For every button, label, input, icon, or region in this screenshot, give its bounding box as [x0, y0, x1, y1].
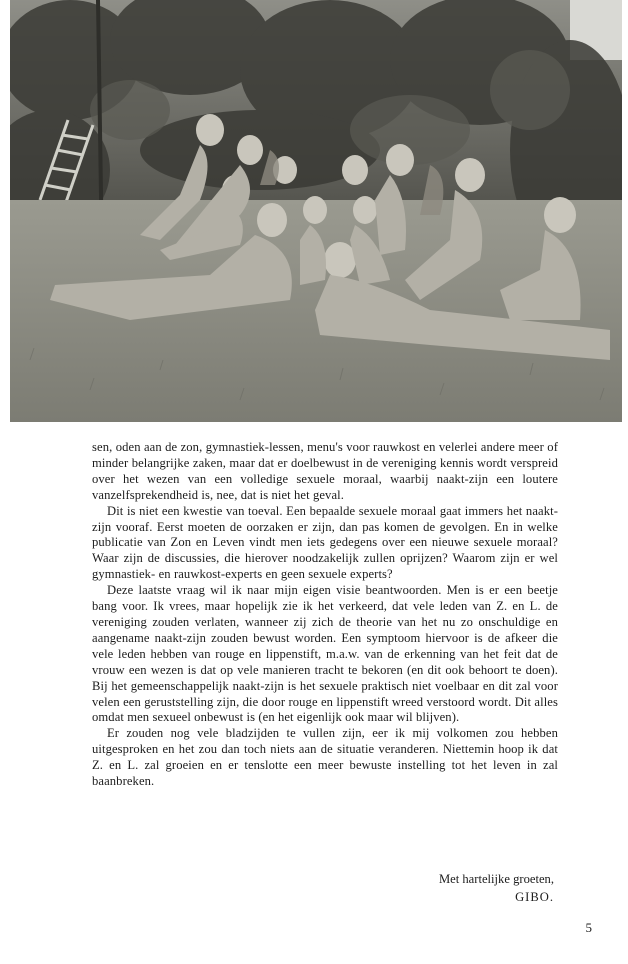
closing-greeting: Met hartelijke groeten,	[438, 872, 554, 886]
article-body	[92, 440, 558, 790]
paragraph-2: Dit is niet een kwestie van toeval. Een bepaalde sexuele moraal gaat immers het naakt-zijn vooraf. Eerst moeten de oorzaken er zijn, dan pas komen de gevolgen. En in welke publicatie van Zon en Leven vindt men iets gedegens over een nieuwe sexuele moraal? Waar zijn de discussies, die hierover noodzakelijk zullen oprijzen? Waarom zijn er wel gymnastiek- en rauwkost-experts en geen sexuele experts?	[92, 503, 558, 582]
author-signature: GIBO.	[515, 890, 554, 904]
page-number: 5	[585, 920, 592, 935]
paragraph-1: sen, oden aan de zon, gymnastiek-lessen, menu's voor rauwkost en velerlei andere meer of minder belangrijke zaken, maar dat er doelbewust in de vereniging kennis wordt verspreid over het wezen van een volledige sexuele moraal, waarbij naakt-zijn een loutere vanzelfsprekendheid is, nee, dat is niet het geval.	[92, 440, 558, 502]
paragraph-4: Er zouden nog vele bladzijden te vullen zijn, eer ik mij volkomen zou hebben uitgesproken en het zou dan toch niets aan de situatie veranderen. Niettemin hoop ik dat Z. en L. zal groeien en er tenslotte een meer bewuste instelling tot het leven in zal baanbreken.	[92, 726, 558, 789]
photo-illustration	[10, 0, 622, 422]
paragraph-3: Deze laatste vraag wil ik naar mijn eigen visie beantwoorden. Men is er een beetje bang voor. Ik vrees, maar hopelijk zie ik het verkeerd, dat vele leden van Z. en L. de vereniging zouden verlaten, wanneer zij zich de theorie van het nu zo onschuldige en aangename naakt-zijn zouden bewust worden. Een symptoom hiervoor is de afkeer die vele leden hebben van rouge en lippenstift, m.a.w. van de erkenning van het feit dat de vrouw een wezen is dat op vele manieren tracht te bekoren (en dit ook behoort te doen). Bij het gemeenschappelijk naakt-zijn is het sexuele praktisch niet voelbaar en dit zal voor velen een geruststelling zijn, die door rouge en lippenstift wreed verstoord wordt. Dit alles omdat men sexueel onbewust is (en het eigenlijk ook maar wil blijven).	[92, 583, 558, 725]
group-photo	[10, 0, 622, 422]
